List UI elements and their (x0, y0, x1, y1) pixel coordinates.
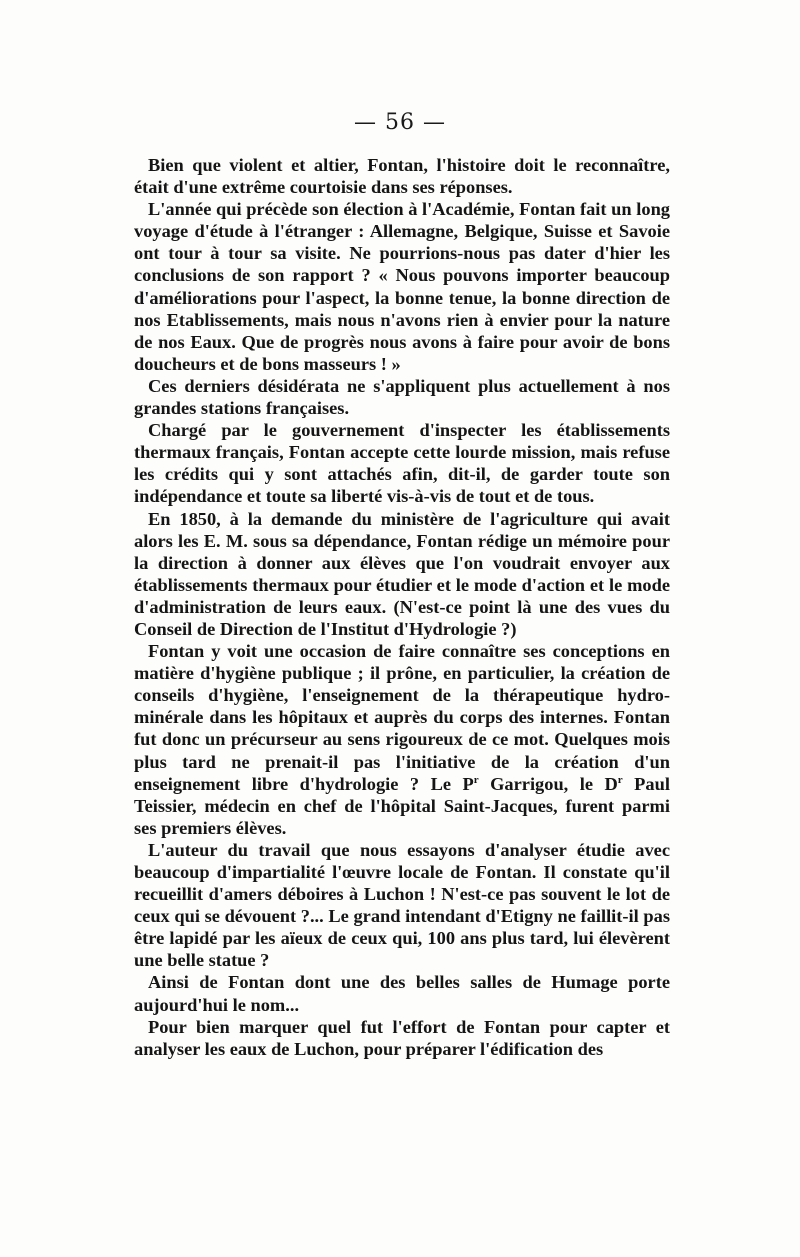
paragraph-6 (134, 640, 670, 839)
paragraph-4: Chargé par le gouvernement d'inspecter les établissements thermaux français, Fontan accepte cette lourde mission, mais refuse les crédits qui y sont attachés afin, dit-il, de garder toute son indépendance et toute sa liberté vis-à-vis de tout et de tous. (134, 420, 670, 507)
paragraph-2: L'année qui précède son élection à l'Académie, Fontan fait un long voyage d'étude à l'étranger : Allemagne, Belgique, Suisse et Savoie ont tour à tour sa visite. Ne pourrions-nous pas dater d'hier les conclusions de son rapport ? « Nous pouvons importer beaucoup d'améliorations pour l'aspect, la bonne tenue, la bonne direction de nos Etablissements, mais nous n'avons rien à envier pour la nature de nos Eaux. Que de progrès nous avons à faire pour avoir de bons doucheurs et de bons masseurs ! » (134, 199, 670, 374)
paragraph-6-end: Paul Teissier, médecin en chef de l'hôpital Saint-Jacques, furent parmi ses premiers élèves. (134, 773, 670, 838)
page-number: — 56 — (354, 110, 446, 135)
paragraph-6-text: Fontan y voit une occasion de faire connaître ses conceptions en matière d'hygiène publique ; il prône, en particulier, la création de conseils d'hygiène, l'enseignement de la thérapeutique hydro-minérale dans les hôpitaux et auprès du corps des internes. Fontan fut donc un précurseur au sens rigoureux de ce mot. Quelques mois plus tard ne prenait-il pas l'initiative de la création d'un enseignement libre d'hydrologie ? (134, 641, 670, 794)
title-pr-sup: r (473, 773, 479, 786)
title-dr-sup: r (617, 773, 623, 786)
paragraph-3: Ces derniers désidérata ne s'appliquent plus actuellement à nos grandes stations françaises. (134, 375, 670, 419)
paragraph-5: En 1850, à la demande du ministère de l'agriculture qui avait alors les E. M. sous sa dépendance, Fontan rédige un mémoire pour la direction à donner aux élèves que l'on voudrait envoyer aux établissements thermaux pour étudier et le mode d'action et le mode d'administration de leurs eaux. (N'est-ce point là une des vues du Conseil de Direction de l'Institut d'Hydrologie ?) (134, 508, 670, 639)
paragraph-6-le: Le (430, 773, 452, 794)
paragraph-8: Ainsi de Fontan dont une des belles salles de Humage porte aujourd'hui le nom... (134, 972, 670, 1015)
paragraph-1: Bien que violent et altier, Fontan, l'histoire doit le reconnaître, était d'une extrême courtoisie dans ses réponses. (134, 155, 670, 198)
paragraph-9: Pour bien marquer quel fut l'effort de Fontan pour capter et analyser les eaux de Luchon, pour préparer l'édification des (134, 1016, 670, 1059)
body-text (134, 154, 670, 1060)
title-pr-letter: P (462, 773, 474, 794)
paragraph-6-garrigou: Garrigou, le (490, 773, 594, 794)
title-professeur (463, 774, 479, 794)
title-docteur (605, 774, 623, 794)
title-dr-letter: D (604, 773, 618, 794)
paragraph-7: L'auteur du travail que nous essayons d'analyser étudie avec beaucoup d'impartialité l'œuvre locale de Fontan. Il constate qu'il recueillit d'amers déboires à Luchon ! N'est-ce pas souvent le lot de ceux qui se dévouent ?... Le grand intendant d'Etigny ne faillit-il pas être lapidé par les aïeux de ceux qui, 100 ans plus tard, lui élevèrent une belle statue ? (134, 839, 670, 971)
